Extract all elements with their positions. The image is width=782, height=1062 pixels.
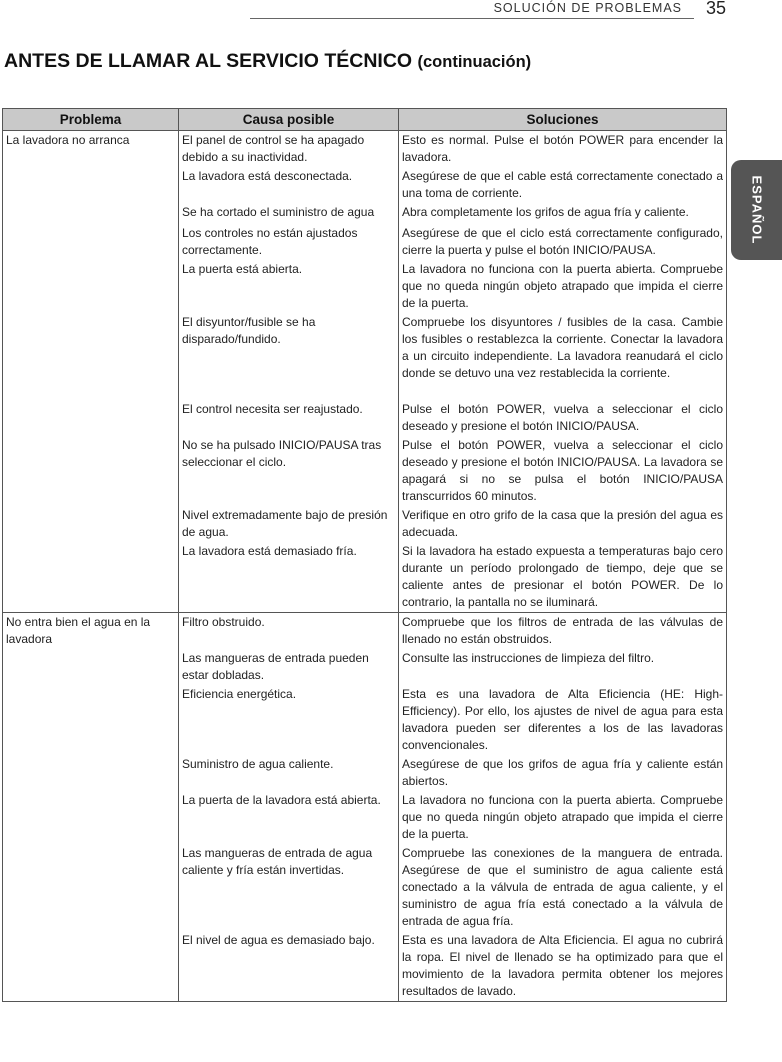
solution-cell xyxy=(399,167,727,203)
language-tab xyxy=(731,160,782,260)
cause-text: Los controles no están ajustados correctamente. xyxy=(182,226,358,257)
cause-text: La lavadora está desconectada. xyxy=(182,169,353,183)
cause-text: El panel de control se ha apagado debido a su inactividad. xyxy=(182,133,365,164)
solution-cell xyxy=(399,685,727,755)
cause-cell xyxy=(179,649,399,685)
cause-text: No se ha pulsado INICIO/PAUSA tras seleccionar el ciclo. xyxy=(182,438,382,469)
cause-text: Las mangueras de entrada de agua caliente y fría están invertidas. xyxy=(182,846,373,877)
solution-cell xyxy=(399,613,727,650)
page-title xyxy=(4,50,531,73)
header-problem: Problema xyxy=(3,109,179,131)
solution-cell xyxy=(399,649,727,685)
cause-text: Suministro de agua caliente. xyxy=(182,757,334,771)
cause-text: La puerta de la lavadora está abierta. xyxy=(182,793,381,807)
cause-text: El disyuntor/fusible se ha disparado/fundido. xyxy=(182,315,316,346)
troubleshooting-table xyxy=(2,108,727,1002)
cause-text: El control necesita ser reajustado. xyxy=(182,402,363,416)
solution-text: Verifique en otro grifo de la casa que la presión del agua es adecuada. xyxy=(402,508,723,539)
table-body xyxy=(3,131,727,1002)
solution-cell xyxy=(399,260,727,313)
page-title-main: ANTES DE LLAMAR AL SERVICIO TÉCNICO xyxy=(4,50,413,72)
table-row xyxy=(3,131,727,168)
solution-cell xyxy=(399,203,727,224)
page-number: 35 xyxy=(705,0,726,18)
solution-cell xyxy=(399,542,727,613)
cause-cell xyxy=(179,844,399,931)
cause-text: Eficiencia energética. xyxy=(182,687,297,701)
page-header xyxy=(0,0,782,22)
header-rule xyxy=(250,18,694,19)
table-row xyxy=(3,613,727,650)
header-cause: Causa posible xyxy=(179,109,399,131)
cause-cell xyxy=(179,313,399,400)
header-solution: Soluciones xyxy=(399,109,727,131)
solution-text: Pulse el botón POWER, vuelva a seleccionar el ciclo deseado y presione el botón INICIO/PAUSA. La lavadora se apagará si no se pulsa el botón INICIO/PAUSA transcurridos 60 minutos. xyxy=(402,438,723,503)
solution-cell xyxy=(399,131,727,168)
cause-cell xyxy=(179,613,399,650)
solution-text: Esto es normal. Pulse el botón POWER para encender la lavadora. xyxy=(402,133,723,164)
cause-cell xyxy=(179,506,399,542)
solution-text: La lavadora no funciona con la puerta abierta. Compruebe que no queda ningún objeto atrapado que impida el cierre de la puerta. xyxy=(402,793,723,841)
language-tab-label: ESPAÑOL xyxy=(749,175,764,245)
solution-cell xyxy=(399,400,727,436)
solution-text: Esta es una lavadora de Alta Eficiencia (HE: High-Efficiency). Por ello, los ajustes de nivel de agua para esta lavadora pueden ser diferentes a los de las lavadoras convencionales. xyxy=(402,687,723,752)
cause-cell xyxy=(179,167,399,203)
solution-cell xyxy=(399,436,727,506)
solution-text: Compruebe que los filtros de entrada de las válvulas de llenado no están obstruidos. xyxy=(402,615,723,646)
cause-cell xyxy=(179,131,399,168)
solution-text: Si la lavadora ha estado expuesta a temperaturas bajo cero durante un período prolongado de tiempo, deje que se caliente antes de presionar el botón POWER. De lo contrario, la pantalla no se iluminará. xyxy=(402,544,723,609)
solution-text: Esta es una lavadora de Alta Eficiencia. El agua no cubrirá la ropa. El nivel de llenado se ha optimizado para que el movimiento de la lavadora permita obtener los mejores resultados de lavado. xyxy=(402,933,723,998)
cause-cell xyxy=(179,931,399,1002)
cause-cell xyxy=(179,791,399,844)
cause-cell xyxy=(179,755,399,791)
solution-cell xyxy=(399,931,727,1002)
cause-cell xyxy=(179,542,399,613)
solution-text: Compruebe las conexiones de la manguera de entrada. Asegúrese de que el suministro de agua caliente está conectado a la válvula de entrada de agua caliente, y el suministro de agua fría está conectado a la válvula de entrada de agua fría. xyxy=(402,846,723,928)
solution-text: Asegúrese de que el cable está correctamente conectado a una toma de corriente. xyxy=(402,169,723,200)
table-header-row xyxy=(3,109,727,131)
cause-text: Se ha cortado el suministro de agua xyxy=(182,205,375,219)
cause-cell xyxy=(179,685,399,755)
cause-cell xyxy=(179,436,399,506)
solution-cell xyxy=(399,224,727,260)
solution-text: La lavadora no funciona con la puerta abierta. Compruebe que no queda ningún objeto atrapado que impida el cierre de la puerta. xyxy=(402,262,723,310)
solution-cell xyxy=(399,313,727,400)
problem-cell: La lavadora no arranca xyxy=(3,131,179,613)
solution-text: Pulse el botón POWER, vuelva a seleccionar el ciclo deseado y presione el botón INICIO/PAUSA. xyxy=(402,402,723,433)
cause-text: La puerta está abierta. xyxy=(182,262,303,276)
solution-cell xyxy=(399,755,727,791)
solution-cell xyxy=(399,791,727,844)
solution-text: Consulte las instrucciones de limpieza del filtro. xyxy=(402,651,655,665)
solution-text: Compruebe los disyuntores / fusibles de la casa. Cambie los fusibles o restablezca la corriente. Conectar la lavadora a un circuito independiente. La lavadora reanudará el ciclo donde se detuvo una vez restablecida la corriente. xyxy=(402,315,723,380)
solution-text: Abra completamente los grifos de agua fría y caliente. xyxy=(402,205,689,219)
section-title: SOLUCIÓN DE PROBLEMAS xyxy=(493,1,682,15)
cause-cell xyxy=(179,203,399,224)
solution-cell xyxy=(399,844,727,931)
solution-text: Asegúrese de que el ciclo está correctamente configurado, cierre la puerta y pulse el botón INICIO/PAUSA. xyxy=(402,226,723,257)
cause-text: Filtro obstruido. xyxy=(182,615,265,629)
cause-cell xyxy=(179,260,399,313)
cause-text: La lavadora está demasiado fría. xyxy=(182,544,357,558)
cause-cell xyxy=(179,224,399,260)
problem-cell: No entra bien el agua en la lavadora xyxy=(3,613,179,1002)
page-title-suffix: (continuación) xyxy=(417,53,532,71)
cause-text: El nivel de agua es demasiado bajo. xyxy=(182,933,375,947)
cause-cell xyxy=(179,400,399,436)
cause-text: Nivel extremadamente bajo de presión de agua. xyxy=(182,508,388,539)
cause-text: Las mangueras de entrada pueden estar dobladas. xyxy=(182,651,369,682)
solution-cell xyxy=(399,506,727,542)
solution-text: Asegúrese de que los grifos de agua fría y caliente están abiertos. xyxy=(402,757,723,788)
